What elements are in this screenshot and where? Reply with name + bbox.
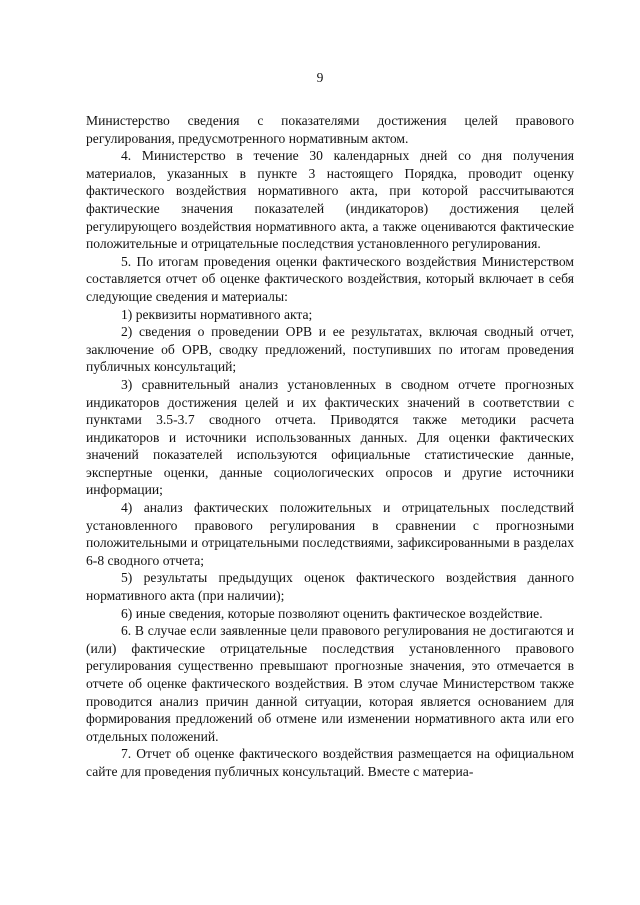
document-body — [86, 112, 574, 781]
page-number: 9 — [316, 70, 324, 85]
subitem-5: 5) результаты предыдущих оценок фактического воздействия данного нормативного акта (при наличии); — [86, 570, 574, 604]
subitem-1: 1) реквизиты нормативного акта; — [121, 306, 313, 322]
subitem-6: 6) иные сведения, которые позволяют оценить фактическое воздействие. — [121, 605, 543, 621]
subitem-4: 4) анализ фактических положительных и отрицательных последствий установленного правового регулирования в сравнении с прогнозными положительными и отрицательными последствиями, зафиксированными в разделах 6-8 сводного отчета; — [86, 500, 574, 568]
paragraph-item-4: 4. Министерство в течение 30 календарных дней со дня получения материалов, указанных в пункте 3 настоящего Порядка, проводит оценку фактического воздействия нормативного акта, при которой рассчитываются фактические значения показателей (индикаторов) достижения целей регулирующего воздействия нормативного акта, а также оцениваются фактические положительные и отрицательные последствия установленного регулирования. — [86, 148, 574, 252]
paragraph-item-6: 6. В случае если заявленные цели правового регулирования не достигаются и (или) фактические отрицательные последствия установленного правового регулирования существенно превышают прогнозные значения, это отмечается в отчете об оценке фактического воздействия. В этом случае Министерством также проводится анализ причин данной ситуации, которая является основанием для формирования предложений об отмене или изменении нормативного акта или его отдельных положений. — [86, 623, 574, 744]
paragraph-item-7: 7. Отчет об оценке фактического воздействия размещается на официальном сайте для проведения публичных консультаций. Вместе с материа- — [86, 746, 574, 779]
subitem-2: 2) сведения о проведении ОРВ и ее результатах, включая сводный отчет, заключение об ОРВ, сводку предложений, поступивших по итогам проведения публичных консультаций; — [86, 324, 574, 375]
subitem-3: 3) сравнительный анализ установленных в сводном отчете прогнозных индикаторов достижения целей и их фактических значений в соответствии с пунктами 3.5-3.7 сводного отчета. Приводятся также методики расчета индикаторов и источники использованных данных. Для оценки фактических значений показателей используются официальные статистические данные, экспертные оценки, данные социологических опросов и другие источники информации; — [86, 376, 574, 498]
paragraph-continuation: Министерство сведения с показателями достижения целей правового регулирования, предусмотренного нормативным актом. — [86, 113, 574, 146]
paragraph-item-5: 5. По итогам проведения оценки фактического воздействия Министерством составляется отчет об оценке фактического воздействия, который включает в себя следующие сведения и материалы: — [86, 253, 574, 304]
